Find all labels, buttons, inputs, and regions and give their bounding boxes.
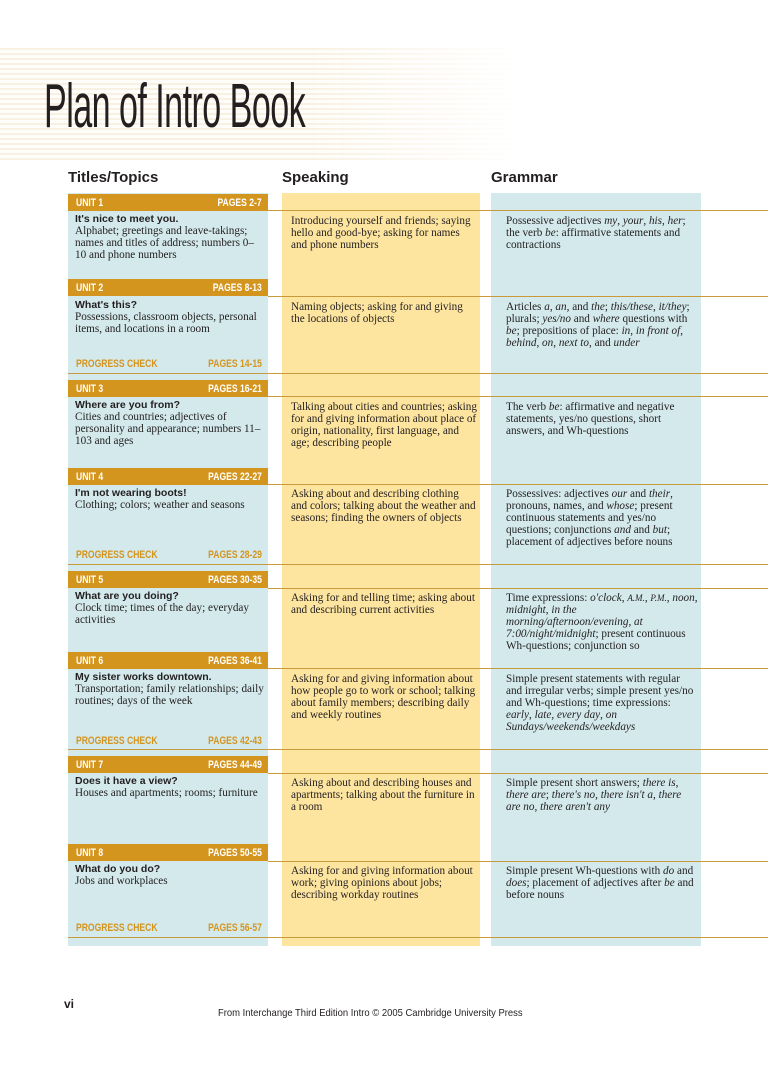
section-divider <box>68 373 768 374</box>
unit-topic <box>75 775 265 799</box>
unit-label: UNIT 3 <box>76 382 104 395</box>
unit-label: UNIT 8 <box>76 846 104 859</box>
grammar-cell: Simple present short answers; there is, there are; there's no, there isn't a, there are no, there aren't any <box>506 777 682 813</box>
speaking-cell: Naming objects; asking for and giving the locations of objects <box>291 301 463 325</box>
unit-header-bar <box>68 468 268 485</box>
row-divider <box>268 668 768 669</box>
row-divider <box>268 210 768 211</box>
row-divider <box>268 296 768 297</box>
section-divider <box>68 564 768 565</box>
unit-pages: PAGES 50-55 <box>208 846 262 859</box>
unit-header-bar <box>68 194 268 211</box>
row-divider <box>268 861 768 862</box>
column-header-titles: Titles/Topics <box>68 169 159 186</box>
unit-title: My sister works downtown. <box>75 671 212 683</box>
progress-check-label: PROGRESS CHECK <box>76 735 158 747</box>
section-divider <box>68 937 768 938</box>
unit-topics-text: Possessions, classroom objects, personal items, and locations in a room <box>75 311 257 335</box>
grammar-cell: Articles a, an, and the; this/these, it/they; plurals; yes/no and where questions with be; prepositions of place: in, in front of, behind, on, next to, and under <box>506 301 690 349</box>
unit-header-bar <box>68 844 268 861</box>
progress-check-pages: PAGES 42-43 <box>208 735 262 747</box>
grammar-cell: Possessives: adjectives our and their, pronouns, names, and whose; present continuous statements and yes/no questions; conjunctions and and but; placement of adjectives before nouns <box>506 488 673 548</box>
unit-title: What's this? <box>75 299 137 311</box>
unit-title: What do you do? <box>75 863 161 875</box>
unit-title: Does it have a view? <box>75 775 178 787</box>
unit-label: UNIT 6 <box>76 654 104 667</box>
unit-topic <box>75 299 265 335</box>
unit-topics-text: Houses and apartments; rooms; furniture <box>75 787 258 799</box>
speaking-cell: Introducing yourself and friends; saying hello and good-bye; asking for names and phone numbers <box>291 215 471 251</box>
unit-label: UNIT 5 <box>76 573 104 586</box>
unit-topic <box>75 590 265 626</box>
section-divider <box>68 749 768 750</box>
progress-check-row <box>68 547 268 563</box>
unit-topics-text: Jobs and workplaces <box>75 875 168 887</box>
row-divider <box>268 396 768 397</box>
progress-check-label: PROGRESS CHECK <box>76 549 158 561</box>
unit-pages: PAGES 22-27 <box>208 470 262 483</box>
unit-header-bar <box>68 571 268 588</box>
unit-label: UNIT 4 <box>76 470 104 483</box>
unit-topics-text: Clothing; colors; weather and seasons <box>75 499 245 511</box>
progress-check-row <box>68 733 268 749</box>
unit-pages: PAGES 36-41 <box>208 654 262 667</box>
unit-header-bar <box>68 756 268 773</box>
copyright-footer: From Interchange Third Edition Intro © 2005 Cambridge University Press <box>218 1007 523 1019</box>
page-title: Plan of Intro Book <box>44 72 306 141</box>
progress-check-label: PROGRESS CHECK <box>76 358 158 370</box>
unit-title: Where are you from? <box>75 399 181 411</box>
speaking-cell: Asking for and telling time; asking about and describing current activities <box>291 592 475 616</box>
unit-title: What are you doing? <box>75 590 179 602</box>
unit-topics-text: Transportation; family relationships; daily routines; days of the week <box>75 683 264 707</box>
unit-pages: PAGES 30-35 <box>208 573 262 586</box>
grammar-cell: Simple present statements with regular and irregular verbs; simple present yes/no and Wh-questions; time expressions: early, late, every day, on Sundays/weekends/weekdays <box>506 673 694 733</box>
unit-topic <box>75 399 265 447</box>
grammar-cell: Possessive adjectives my, your, his, her; the verb be: affirmative statements and contractions <box>506 215 686 251</box>
speaking-cell: Asking for and giving information about how people go to work or school; talking about family members; describing daily and weekly routines <box>291 673 476 721</box>
unit-topics-text: Clock time; times of the day; everyday activities <box>75 602 249 626</box>
speaking-cell: Asking about and describing clothing and colors; talking about the weather and seasons; finding the owners of objects <box>291 488 476 524</box>
unit-title: It's nice to meet you. <box>75 213 179 225</box>
progress-check-pages: PAGES 56-57 <box>208 922 262 934</box>
column-header-speaking: Speaking <box>282 169 349 186</box>
progress-check-pages: PAGES 14-15 <box>208 358 262 370</box>
grammar-cell: Time expressions: o'clock, A.M., P.M., noon, midnight, in the morning/afternoon/evening, at 7:00/night/midnight; present continuous Wh-questions; conjunction so <box>506 592 698 652</box>
unit-pages: PAGES 8-13 <box>213 281 262 294</box>
unit-title: I'm not wearing boots! <box>75 487 187 499</box>
speaking-cell: Talking about cities and countries; asking for and giving information about place of origin, nationality, first language, and age; describing people <box>291 401 477 449</box>
progress-check-row <box>68 920 268 936</box>
speaking-cell: Asking about and describing houses and apartments; talking about the furniture in a room <box>291 777 475 813</box>
unit-label: UNIT 2 <box>76 281 104 294</box>
grammar-cell: Simple present Wh-questions with do and does; placement of adjectives after be and before nouns <box>506 865 694 901</box>
unit-header-bar <box>68 652 268 669</box>
speaking-cell: Asking for and giving information about work; giving opinions about jobs; describing workday routines <box>291 865 473 901</box>
unit-topic <box>75 863 265 887</box>
unit-topic <box>75 213 265 261</box>
unit-topics-text: Alphabet; greetings and leave-takings; names and titles of address; numbers 0–10 and phone numbers <box>75 225 254 261</box>
unit-pages: PAGES 2-7 <box>217 196 262 209</box>
unit-label: UNIT 1 <box>76 196 104 209</box>
unit-topic <box>75 487 265 511</box>
row-divider <box>268 773 768 774</box>
unit-pages: PAGES 44-49 <box>208 758 262 771</box>
unit-header-bar <box>68 279 268 296</box>
unit-topic <box>75 671 265 707</box>
column-header-grammar: Grammar <box>491 169 558 186</box>
unit-pages: PAGES 16-21 <box>208 382 262 395</box>
grammar-cell: The verb be: affirmative and negative statements, yes/no questions, short answers, and Wh-questions <box>506 401 675 437</box>
row-divider <box>268 484 768 485</box>
row-divider <box>268 588 768 589</box>
progress-check-label: PROGRESS CHECK <box>76 922 158 934</box>
unit-label: UNIT 7 <box>76 758 104 771</box>
unit-header-bar <box>68 380 268 397</box>
unit-topics-text: Cities and countries; adjectives of personality and appearance; numbers 11–103 and ages <box>75 411 261 447</box>
page-number: vi <box>64 997 75 1011</box>
progress-check-row <box>68 356 268 372</box>
progress-check-pages: PAGES 28-29 <box>208 549 262 561</box>
